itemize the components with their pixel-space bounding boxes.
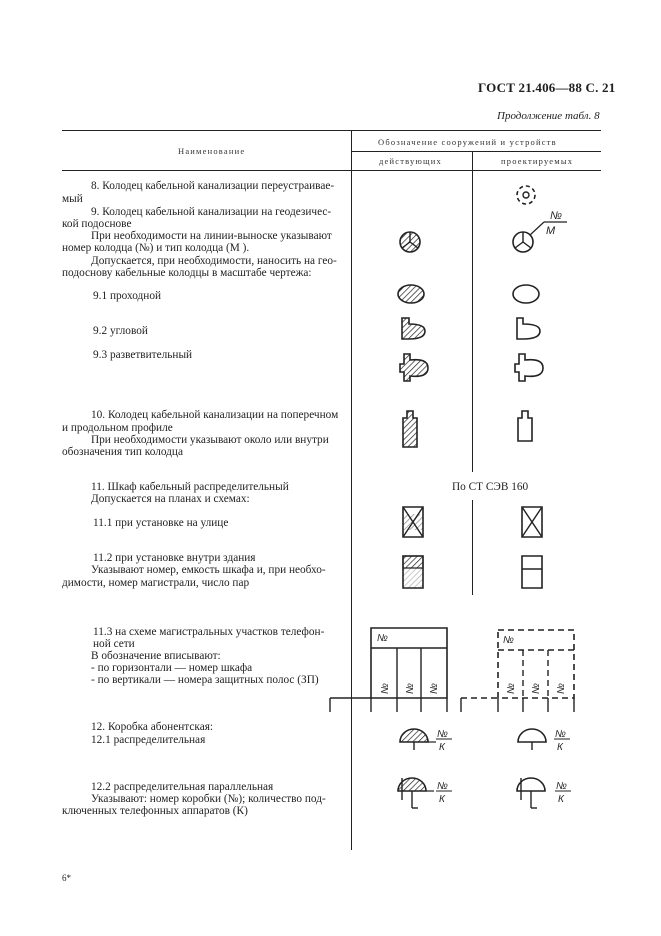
- box-distribution-existing-icon: [400, 729, 436, 750]
- manhole-profile-projected-icon: [518, 411, 532, 441]
- row-11-3-note-2: - по горизонтали — номер шкафа: [91, 662, 253, 674]
- box-projected-number-label: №: [555, 729, 566, 740]
- row-11-3-note-1: В обозначение вписывают:: [91, 650, 221, 662]
- manhole-pass-projected-icon: [513, 285, 539, 303]
- scheme-projected-number-vertical-label-3: №: [556, 683, 567, 694]
- scheme-projected-number-vertical-label-2: №: [531, 683, 542, 694]
- row-12-2-text: 12.2 распределительная параллельная: [91, 781, 274, 793]
- box-parallel-existing-icon: [398, 778, 434, 808]
- row-11-3-text-cont: ной сети: [93, 638, 135, 650]
- row-9-2-text: 9.2 угловой: [93, 325, 148, 337]
- manhole-geodetic-existing-icon: [400, 232, 420, 252]
- row-11-3-text: 11.3 на схеме магистральных участков телефон-: [93, 626, 325, 638]
- column-header-existing: действующих: [379, 156, 443, 166]
- manhole-corner-existing-icon: [402, 318, 425, 339]
- leader-number-label: №: [550, 210, 562, 222]
- box-projected-count-label: К: [557, 742, 563, 753]
- row-11-2-text: 11.2 при установке внутри здания: [93, 552, 256, 564]
- row-9-text: 9. Колодец кабельной канализации на геодезичес-: [91, 206, 332, 218]
- cabinet-indoor-existing-icon: [403, 556, 423, 588]
- row-11-2-note-2: димости, номер магистрали, число пар: [62, 577, 250, 589]
- row-10-note-1: При необходимости указывают около или внутри: [91, 434, 329, 446]
- box-number-label: №: [437, 729, 448, 740]
- manhole-corner-projected-icon: [517, 318, 540, 339]
- box-count-label: К: [439, 742, 445, 753]
- row-11-text: 11. Шкаф кабельный распределительный: [91, 481, 289, 493]
- column-header-name: Наименование: [178, 146, 246, 156]
- row-9-text-cont: кой подоснове: [62, 218, 132, 230]
- parallel-box-number-label: №: [437, 781, 448, 792]
- row-12-text: 12. Коробка абонентская:: [91, 721, 214, 733]
- row-10-text-cont: и продольном профиле: [62, 422, 173, 434]
- scheme-number-vertical-label-1: №: [380, 683, 391, 694]
- row-9-3-text: 9.3 разветвительный: [93, 349, 193, 361]
- row-10-text: 10. Колодец кабельной канализации на поперечном: [91, 409, 339, 421]
- row-12-1-text: 12.1 распределительная: [91, 734, 206, 746]
- row-11-1-text: 11.1 при установке на улице: [93, 517, 229, 529]
- row-11-2-note-1: Указывают номер, емкость шкафа и, при необхо-: [91, 564, 326, 576]
- cabinet-scheme-existing-icon: [330, 628, 447, 712]
- manhole-geodetic-projected-icon: [513, 222, 567, 252]
- box-parallel-projected-icon: [517, 778, 545, 808]
- manhole-branch-existing-icon: [400, 354, 428, 381]
- column-header-designation: Обозначение сооружений и устройств: [378, 137, 557, 147]
- cabinet-scheme-projected-icon: [461, 630, 574, 712]
- scheme-number-horizontal-label: №: [377, 633, 388, 644]
- parallel-box-projected-count-label: К: [558, 794, 564, 805]
- row-9-note-2: номер колодца (№) и тип колодца (М ).: [62, 242, 250, 254]
- row-8-text: 8. Колодец кабельной канализации переустраивае-: [91, 180, 335, 192]
- row-12-2-note-2: ключенных телефонных аппаратов (К): [62, 805, 248, 817]
- row-9-note-3: Допускается, при необходимости, наносить на гео-: [91, 255, 337, 267]
- manhole-profile-existing-icon: [403, 411, 417, 447]
- box-distribution-projected-icon: [518, 729, 546, 750]
- row-11-reference: По СТ СЭВ 160: [452, 481, 529, 493]
- page-header: ГОСТ 21.406—88 С. 21: [478, 80, 616, 95]
- manhole-rebuilt-projected-icon: [517, 186, 535, 204]
- manhole-branch-projected-icon: [515, 354, 543, 381]
- leader-type-label: М: [546, 225, 556, 237]
- manhole-pass-existing-icon: [398, 285, 424, 303]
- scheme-projected-number-vertical-label-1: №: [506, 683, 517, 694]
- column-header-projected: проектируемых: [501, 156, 574, 166]
- continuation-label: Продолжение табл. 8: [497, 110, 600, 122]
- cabinet-indoor-projected-icon: [522, 556, 542, 588]
- row-9-note-1: При необходимости на линии-выноске указывают: [91, 230, 332, 242]
- row-11-note: Допускается на планах и схемах:: [91, 493, 250, 505]
- parallel-box-projected-number-label: №: [556, 781, 567, 792]
- row-9-1-text: 9.1 проходной: [93, 290, 162, 302]
- cabinet-street-existing-icon: [403, 507, 423, 537]
- row-10-note-2: обозначения тип колодца: [62, 446, 183, 458]
- page-footer-mark: 6*: [62, 873, 71, 883]
- cabinet-street-projected-icon: [522, 507, 542, 537]
- row-8-text-cont: мый: [62, 193, 83, 205]
- row-12-2-note-1: Указывают: номер коробки (№); количество под-: [91, 793, 326, 805]
- row-9-note-4: подоснову кабельные колодцы в масштабе чертежа:: [62, 267, 312, 279]
- scheme-number-vertical-label-2: №: [405, 683, 416, 694]
- row-11-3-note-3: - по вертикали — номера защитных полос (ЗП): [91, 674, 319, 686]
- scheme-projected-number-horizontal-label: №: [503, 635, 514, 646]
- scheme-number-vertical-label-3: №: [429, 683, 440, 694]
- parallel-box-count-label: К: [439, 794, 445, 805]
